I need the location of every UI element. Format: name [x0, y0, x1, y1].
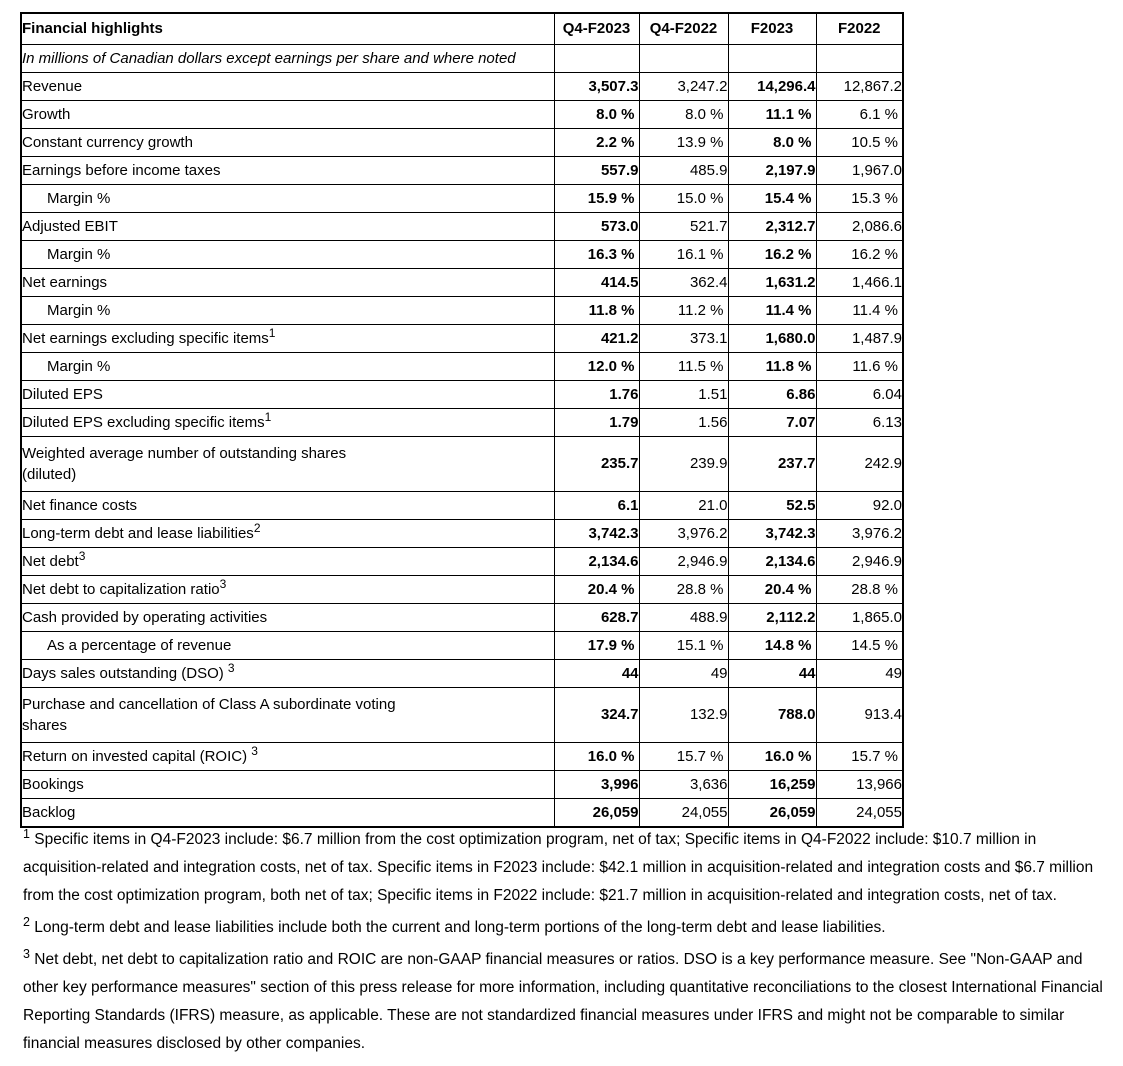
cell-value: 26,059	[728, 799, 816, 828]
cell-value: 20.4 %	[728, 576, 816, 604]
table-row	[21, 129, 903, 157]
cell-value: 20.4 %	[554, 576, 639, 604]
cell-value: 324.7	[554, 688, 639, 743]
table-row	[21, 325, 903, 353]
cell-value: 2,946.9	[639, 548, 728, 576]
table-row	[21, 660, 903, 688]
cell-value: 2,312.7	[728, 213, 816, 241]
table-row	[21, 409, 903, 437]
row-label: Margin %	[21, 297, 554, 325]
row-label: Return on invested capital (ROIC) $^3$	[21, 743, 554, 771]
row-label: Net earnings excluding specific items$^1$	[21, 325, 554, 353]
row-label: Days sales outstanding (DSO) $^3$	[21, 660, 554, 688]
cell-value: 132.9	[639, 688, 728, 743]
cell-value: 1,466.1	[816, 269, 903, 297]
table-row	[21, 185, 903, 213]
cell-value: 421.2	[554, 325, 639, 353]
cell-value: 15.3 %	[816, 185, 903, 213]
cell-value: 14.5 %	[816, 632, 903, 660]
table-row	[21, 548, 903, 576]
footnotes-section	[23, 826, 1105, 1062]
cell-value: 628.7	[554, 604, 639, 632]
cell-value: 11.4 %	[728, 297, 816, 325]
table-row	[21, 604, 903, 632]
cell-value: 21.0	[639, 492, 728, 520]
row-label: Adjusted EBIT	[21, 213, 554, 241]
cell-value: 14.8 %	[728, 632, 816, 660]
cell-value: 2,134.6	[728, 548, 816, 576]
row-label: Growth	[21, 101, 554, 129]
cell-value: 11.2 %	[639, 297, 728, 325]
cell-value: 16.3 %	[554, 241, 639, 269]
cell-value: 24,055	[816, 799, 903, 828]
cell-value: 788.0	[728, 688, 816, 743]
cell-value: 6.86	[728, 381, 816, 409]
cell-value: 3,507.3	[554, 73, 639, 101]
cell-value: 6.04	[816, 381, 903, 409]
table-row	[21, 437, 903, 492]
cell-value: 11.1 %	[728, 101, 816, 129]
cell-value: 1,487.9	[816, 325, 903, 353]
cell-value: 11.8 %	[554, 297, 639, 325]
table-row	[21, 213, 903, 241]
cell-value: 235.7	[554, 437, 639, 492]
row-label: Revenue	[21, 73, 554, 101]
footnote-marker: 3	[23, 946, 30, 961]
cell-value: 2.2 %	[554, 129, 639, 157]
table-row	[21, 771, 903, 799]
row-label: Net debt to capitalization ratio$^3$	[21, 576, 554, 604]
row-label: Earnings before income taxes	[21, 157, 554, 185]
cell-value: 15.0 %	[639, 185, 728, 213]
table-row	[21, 381, 903, 409]
cell-value: 2,112.2	[728, 604, 816, 632]
column-header-q4-f2023: Q4-F2023	[554, 13, 639, 45]
cell-value: 14,296.4	[728, 73, 816, 101]
table-row	[21, 101, 903, 129]
empty-cell	[554, 45, 639, 73]
cell-value: 3,636	[639, 771, 728, 799]
table-row	[21, 743, 903, 771]
cell-value: 488.9	[639, 604, 728, 632]
cell-value: 11.6 %	[816, 353, 903, 381]
footnote-marker: 1	[268, 325, 276, 340]
cell-value: 2,086.6	[816, 213, 903, 241]
cell-value: 8.0 %	[728, 129, 816, 157]
cell-value: 92.0	[816, 492, 903, 520]
cell-value: 49	[639, 660, 728, 688]
footnote-marker: 3	[219, 576, 227, 591]
table-header-row	[21, 13, 903, 45]
cell-value: 1,631.2	[728, 269, 816, 297]
cell-value: 12,867.2	[816, 73, 903, 101]
footnote: $^2$ Long-term debt and lease liabilities include both the current and long-term portions of the long-term debt and lease liabilities.	[23, 914, 886, 936]
cell-value: 557.9	[554, 157, 639, 185]
row-label: Diluted EPS excluding specific items$^1$	[21, 409, 554, 437]
column-header-q4-f2022: Q4-F2022	[639, 13, 728, 45]
cell-value: 28.8 %	[816, 576, 903, 604]
cell-value: 12.0 %	[554, 353, 639, 381]
cell-value: 15.1 %	[639, 632, 728, 660]
cell-value: 8.0 %	[554, 101, 639, 129]
column-header-f2023: F2023	[728, 13, 816, 45]
cell-value: 1.56	[639, 409, 728, 437]
row-label: Margin %	[21, 185, 554, 213]
cell-value: 6.1	[554, 492, 639, 520]
row-label: Long-term debt and lease liabilities$^2$	[21, 520, 554, 548]
cell-value: 28.8 %	[639, 576, 728, 604]
footnote: $^1$ Specific items in Q4-F2023 include: $6.7 million from the cost optimization program, net of tax; Specific items in Q4-F2022 include: $10.7 million in acquisition-related and integration costs, net of tax. Specific items in F2023 include: $42.1 million in acquisition-related and integration costs and $6.7 million from the cost optimization program, both net of tax; Specific items in F2022 include: $21.7 million in acquisition-related and integration costs, net of tax.	[23, 826, 1094, 904]
cell-value: 16.2 %	[816, 241, 903, 269]
cell-value: 11.4 %	[816, 297, 903, 325]
row-label: Net debt$^3$	[21, 548, 554, 576]
cell-value: 24,055	[639, 799, 728, 828]
table-row	[21, 576, 903, 604]
cell-value: 15.4 %	[728, 185, 816, 213]
cell-value: 3,742.3	[554, 520, 639, 548]
footnote-marker: 3	[251, 743, 258, 758]
cell-value: 11.5 %	[639, 353, 728, 381]
row-label: Diluted EPS	[21, 381, 554, 409]
cell-value: 3,996	[554, 771, 639, 799]
row-label: Cash provided by operating activities	[21, 604, 554, 632]
table-row	[21, 353, 903, 381]
cell-value: 3,247.2	[639, 73, 728, 101]
cell-value: 242.9	[816, 437, 903, 492]
table-row	[21, 688, 903, 743]
cell-value: 521.7	[639, 213, 728, 241]
cell-value: 3,976.2	[816, 520, 903, 548]
cell-value: 26,059	[554, 799, 639, 828]
row-label: Weighted average number of outstanding shares (diluted)	[21, 437, 554, 492]
table-row	[21, 241, 903, 269]
units-note: In millions of Canadian dollars except earnings per share and where noted	[21, 45, 554, 73]
cell-value: 3,976.2	[639, 520, 728, 548]
financial-highlights-table	[20, 12, 904, 828]
cell-value: 362.4	[639, 269, 728, 297]
cell-value: 44	[728, 660, 816, 688]
table-row	[21, 520, 903, 548]
cell-value: 7.07	[728, 409, 816, 437]
cell-value: 15.9 %	[554, 185, 639, 213]
cell-value: 373.1	[639, 325, 728, 353]
footnote-marker: 1	[23, 826, 30, 841]
cell-value: 44	[554, 660, 639, 688]
cell-value: 573.0	[554, 213, 639, 241]
cell-value: 6.13	[816, 409, 903, 437]
cell-value: 13,966	[816, 771, 903, 799]
cell-value: 16.2 %	[728, 241, 816, 269]
cell-value: 414.5	[554, 269, 639, 297]
cell-value: 6.1 %	[816, 101, 903, 129]
cell-value: 2,197.9	[728, 157, 816, 185]
footnote-marker: 1	[264, 409, 272, 424]
cell-value: 16.1 %	[639, 241, 728, 269]
cell-value: 15.7 %	[816, 743, 903, 771]
row-label: Margin %	[21, 241, 554, 269]
table-row	[21, 632, 903, 660]
table-row	[21, 73, 903, 101]
cell-value: 1,680.0	[728, 325, 816, 353]
table-title: Financial highlights	[21, 13, 554, 45]
row-label: Net earnings	[21, 269, 554, 297]
cell-value: 485.9	[639, 157, 728, 185]
cell-value: 52.5	[728, 492, 816, 520]
cell-value: 1,967.0	[816, 157, 903, 185]
cell-value: 1.79	[554, 409, 639, 437]
cell-value: 13.9 %	[639, 129, 728, 157]
cell-value: 913.4	[816, 688, 903, 743]
table-row	[21, 297, 903, 325]
row-label: Constant currency growth	[21, 129, 554, 157]
units-note-row	[21, 45, 903, 73]
cell-value: 16,259	[728, 771, 816, 799]
table-row	[21, 269, 903, 297]
row-label: Purchase and cancellation of Class A subordinate voting shares	[21, 688, 554, 743]
footnote: $^3$ Net debt, net debt to capitalization ratio and ROIC are non-GAAP financial measures or ratios. DSO is a key performance measure. See "Non-GAAP and other key performance measures" section of this press release for more information, including quantitative reconciliations to the closest International Financial Reporting Standards (IFRS) measure, as applicable. These are not standardized financial measures under IFRS and might not be comparable to similar financial measures disclosed by other companies.	[23, 946, 1103, 1052]
column-header-f2022: F2022	[816, 13, 903, 45]
cell-value: 3,742.3	[728, 520, 816, 548]
row-label: Bookings	[21, 771, 554, 799]
cell-value: 16.0 %	[728, 743, 816, 771]
cell-value: 1.76	[554, 381, 639, 409]
row-label: Backlog	[21, 799, 554, 828]
row-label: Net finance costs	[21, 492, 554, 520]
table-row	[21, 799, 903, 828]
cell-value: 11.8 %	[728, 353, 816, 381]
footnote-marker: 2	[253, 520, 261, 535]
row-label: Margin %	[21, 353, 554, 381]
table-row	[21, 157, 903, 185]
footnote-marker: 2	[23, 914, 30, 929]
row-label: As a percentage of revenue	[21, 632, 554, 660]
empty-cell	[816, 45, 903, 73]
cell-value: 10.5 %	[816, 129, 903, 157]
cell-value: 8.0 %	[639, 101, 728, 129]
footnote-marker: 3	[227, 660, 235, 675]
cell-value: 49	[816, 660, 903, 688]
cell-value: 1.51	[639, 381, 728, 409]
cell-value: 2,946.9	[816, 548, 903, 576]
cell-value: 15.7 %	[639, 743, 728, 771]
cell-value: 1,865.0	[816, 604, 903, 632]
empty-cell	[728, 45, 816, 73]
footnote-marker: 3	[78, 548, 86, 563]
cell-value: 2,134.6	[554, 548, 639, 576]
cell-value: 16.0 %	[554, 743, 639, 771]
cell-value: 17.9 %	[554, 632, 639, 660]
cell-value: 237.7	[728, 437, 816, 492]
cell-value: 239.9	[639, 437, 728, 492]
empty-cell	[639, 45, 728, 73]
table-row	[21, 492, 903, 520]
